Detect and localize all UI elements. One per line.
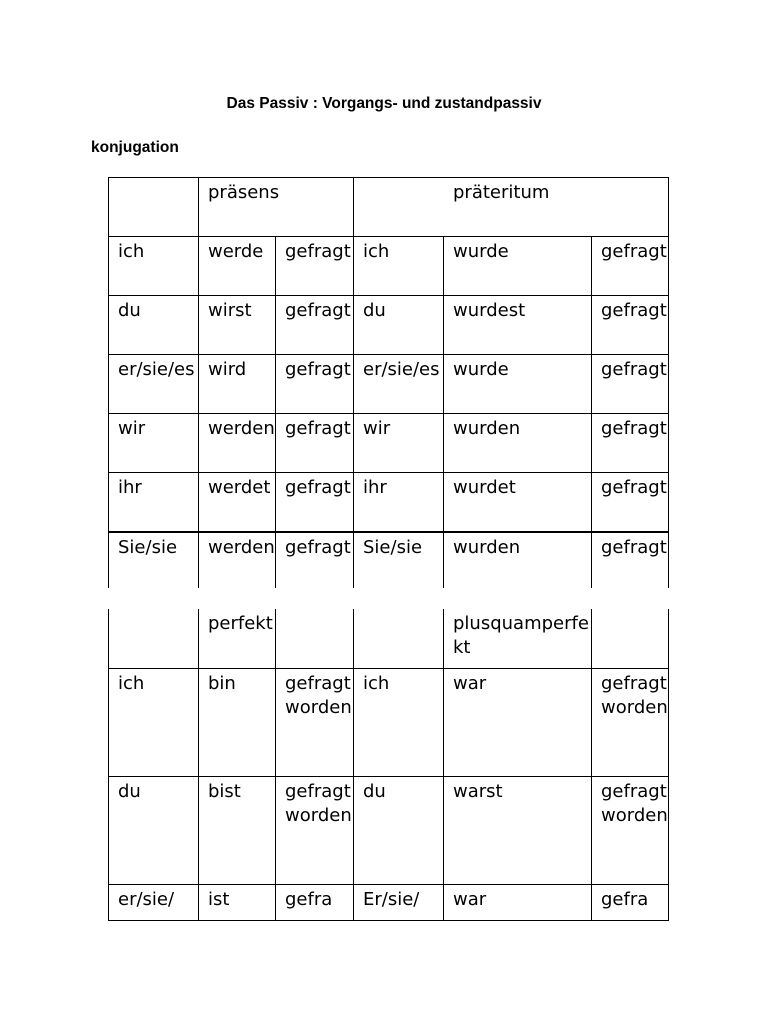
verb-cell: wurdest	[444, 296, 592, 355]
participle-cell: gefragt	[276, 414, 354, 473]
verb-cell: werden	[199, 532, 276, 588]
table-row	[109, 296, 669, 355]
verb-cell: war	[444, 668, 592, 776]
pronoun-cell: ich	[109, 668, 199, 776]
empty-cell	[276, 609, 354, 668]
verb-cell: war	[444, 884, 592, 920]
pronoun-cell: du	[109, 296, 199, 355]
pronoun-cell: Er/sie/	[354, 884, 444, 920]
verb-cell: ist	[199, 884, 276, 920]
pronoun-cell: du	[109, 776, 199, 884]
participle-cell: gefragt	[276, 473, 354, 532]
verb-cell: warst	[444, 776, 592, 884]
table-row	[109, 473, 669, 532]
verb-cell: werden	[199, 414, 276, 473]
document-title: Das Passiv : Vorgangs- und zustandpassiv	[226, 95, 542, 112]
section-heading: konjugation	[91, 139, 179, 156]
pronoun-cell: ihr	[354, 473, 444, 532]
tense-header-praesens: präsens	[199, 178, 354, 237]
participle-cell: gefragt	[592, 473, 669, 532]
verb-cell: wurdet	[444, 473, 592, 532]
pronoun-cell: er/sie/es	[354, 355, 444, 414]
table-row	[109, 355, 669, 414]
verb-cell: bin	[199, 668, 276, 776]
pronoun-cell: wir	[109, 414, 199, 473]
pronoun-cell: wir	[354, 414, 444, 473]
participle-cell: gefragt worden	[276, 668, 354, 776]
participle-cell: gefra	[592, 884, 669, 920]
table-row	[109, 884, 669, 920]
participle-cell: gefragt	[592, 355, 669, 414]
participle-cell: gefragt	[276, 237, 354, 296]
tense-header-plusquamperfekt: plusquamperfekt	[444, 609, 592, 668]
empty-cell	[109, 609, 199, 668]
tense-header-praeteritum: präteritum	[354, 178, 669, 237]
participle-cell: gefragt	[592, 414, 669, 473]
participle-cell: gefra	[276, 884, 354, 920]
pronoun-cell: Sie/sie	[354, 532, 444, 588]
table-header-row	[109, 609, 669, 668]
pronoun-cell: ihr	[109, 473, 199, 532]
participle-cell: gefragt worden	[592, 668, 669, 776]
verb-cell: wurde	[444, 237, 592, 296]
empty-cell	[592, 609, 669, 668]
empty-cell	[109, 178, 199, 237]
verb-cell: wurden	[444, 532, 592, 588]
verb-cell: wurden	[444, 414, 592, 473]
table-row	[109, 237, 669, 296]
empty-cell	[354, 609, 444, 668]
pronoun-cell: ich	[354, 668, 444, 776]
participle-cell: gefragt	[276, 296, 354, 355]
participle-cell: gefragt worden	[592, 776, 669, 884]
pronoun-cell: er/sie/	[109, 884, 199, 920]
conjugation-table-present-past	[108, 177, 669, 588]
participle-cell: gefragt	[592, 532, 669, 588]
pronoun-cell: ich	[109, 237, 199, 296]
pronoun-cell: er/sie/es	[109, 355, 199, 414]
pronoun-cell: du	[354, 296, 444, 355]
verb-cell: wirst	[199, 296, 276, 355]
table-header-row	[109, 178, 669, 237]
pronoun-cell: Sie/sie	[109, 532, 199, 588]
participle-cell: gefragt	[592, 237, 669, 296]
verb-cell: bist	[199, 776, 276, 884]
verb-cell: wird	[199, 355, 276, 414]
participle-cell: gefragt	[276, 532, 354, 588]
table-row	[109, 532, 669, 588]
participle-cell: gefragt	[592, 296, 669, 355]
participle-cell: gefragt	[276, 355, 354, 414]
participle-cell: gefragt worden	[276, 776, 354, 884]
table-row	[109, 776, 669, 884]
table-row	[109, 414, 669, 473]
pronoun-cell: du	[354, 776, 444, 884]
verb-cell: werde	[199, 237, 276, 296]
conjugation-table-perfect-pluperfect	[108, 609, 669, 921]
verb-cell: werdet	[199, 473, 276, 532]
pronoun-cell: ich	[354, 237, 444, 296]
verb-cell: wurde	[444, 355, 592, 414]
tense-header-perfekt: perfekt	[199, 609, 276, 668]
table-row	[109, 668, 669, 776]
